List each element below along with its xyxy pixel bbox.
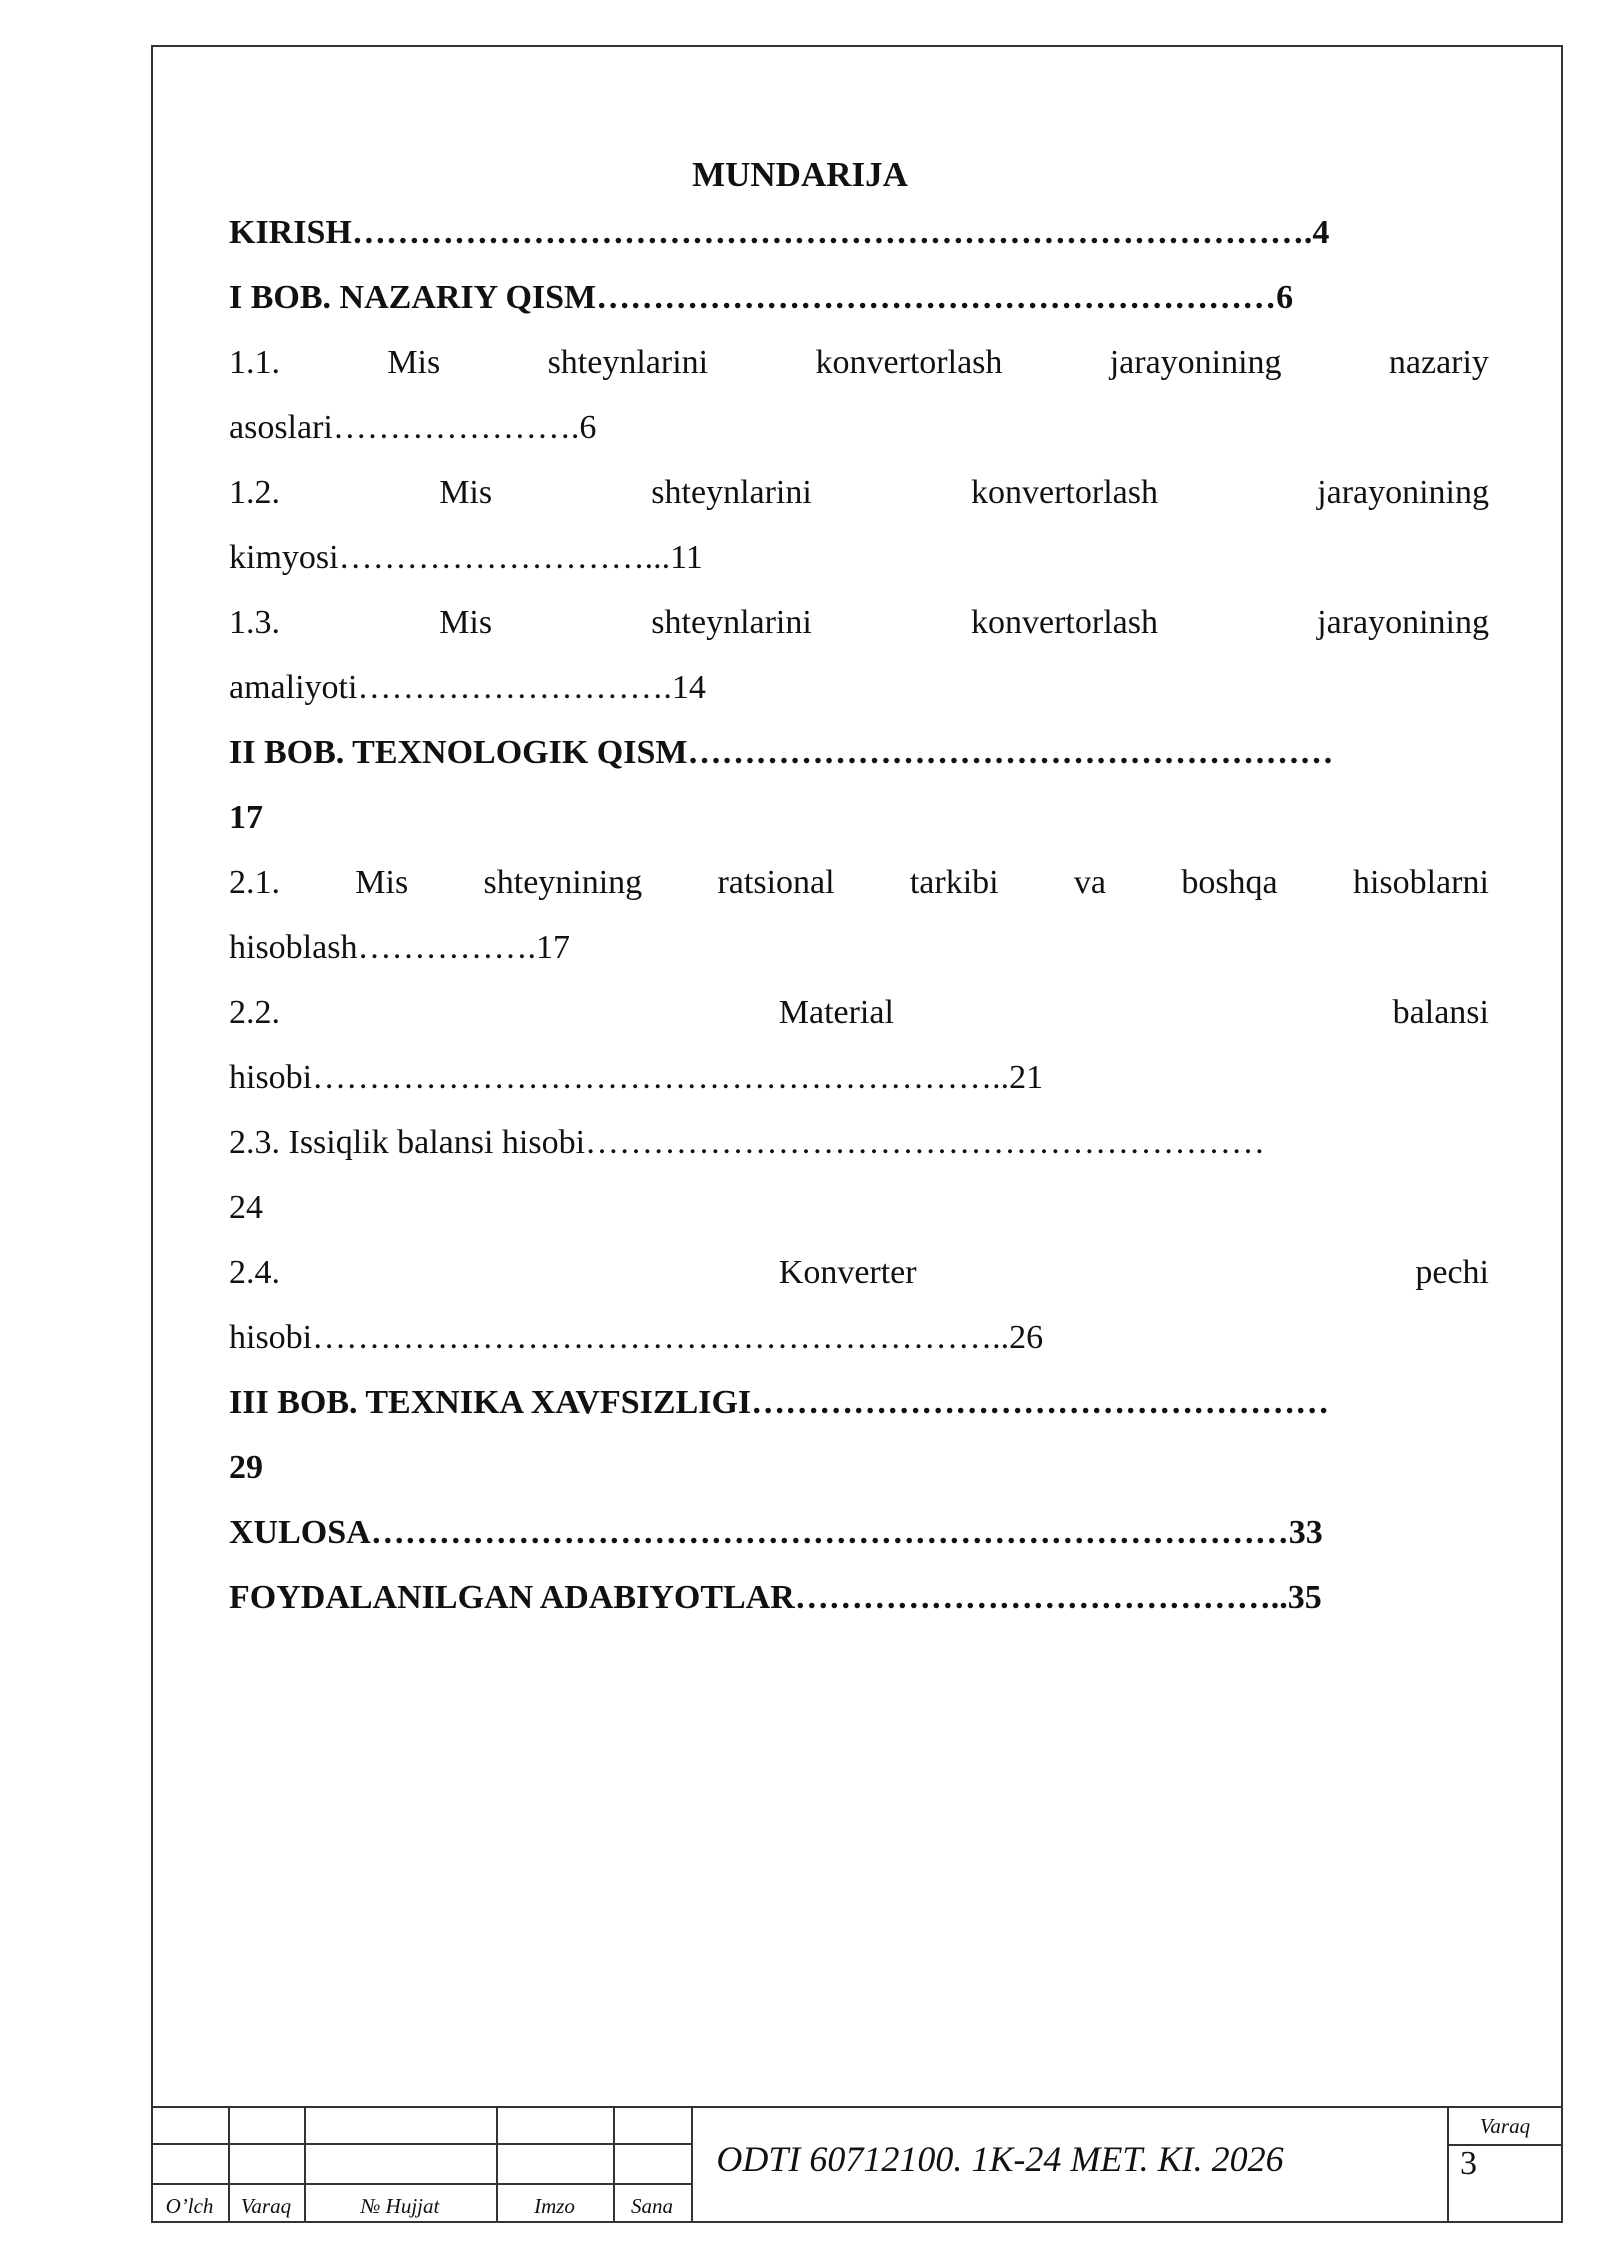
sheet-label: Varaq [1479, 2114, 1531, 2138]
toc-word: shteynlarini [547, 344, 709, 381]
toc-word: va [1073, 864, 1107, 901]
toc-word: konvertorlash [815, 344, 1003, 381]
toc-s13-line1[interactable] [229, 590, 1489, 655]
toc-word: tarkibi [909, 864, 999, 901]
toc-word: 2.4. [229, 1254, 280, 1291]
toc-s21-line1[interactable] [229, 850, 1489, 915]
toc-word: shteynlarini [651, 474, 812, 511]
toc-s22-line1[interactable] [229, 980, 1489, 1045]
toc-bob2-page: 17 [229, 799, 263, 836]
toc-word: jarayonining [1317, 474, 1489, 511]
toc-word: hisoblarni [1352, 864, 1489, 901]
toc-word: jarayonining [1109, 344, 1282, 381]
toc-word: shteynlarini [651, 604, 812, 641]
toc-s13-line2[interactable]: amaliyoti……………………….14 [229, 669, 706, 706]
toc-word: jarayonining [1317, 604, 1489, 641]
toc-word: nazariy [1388, 344, 1489, 381]
toc-s12-line2[interactable]: kimyosi………………………...11 [229, 539, 703, 576]
toc-bob3[interactable]: III BOB. TEXNIKA XAVFSIZLIGI…………………………………………… [229, 1384, 1330, 1421]
page-title: MUNDARIJA [692, 155, 908, 194]
toc-word: Material [778, 994, 894, 1031]
toc-word: Mis [439, 604, 493, 641]
toc-word: konvertorlash [971, 604, 1158, 641]
col-imzo: Imzo [534, 2194, 575, 2218]
toc-word: 2.2. [229, 994, 280, 1031]
toc-word: balansi [1392, 994, 1489, 1031]
col-sana: Sana [631, 2194, 673, 2218]
toc-xulosa[interactable]: XULOSA………………………………………………………………………33 [229, 1514, 1323, 1551]
toc-bob3-page: 29 [229, 1449, 263, 1486]
toc-word: pechi [1415, 1254, 1489, 1291]
col-hujjat: № Hujjat [360, 2194, 440, 2218]
toc-bob1[interactable]: I BOB. NAZARIY QISM……………………………………………………6 [229, 279, 1294, 316]
toc-s11-line2[interactable]: asoslari………………….6 [229, 409, 597, 446]
document-code: ODTI 60712100. 1K-24 MET. KI. 2026 [716, 2139, 1284, 2179]
page-number: 3 [1460, 2145, 1477, 2182]
toc-word: boshqa [1181, 864, 1278, 901]
toc-word: 1.3. [229, 604, 280, 641]
toc-s24-line2[interactable]: hisobi……………………………………………………..26 [229, 1319, 1044, 1356]
toc-s24-line1[interactable] [229, 1240, 1489, 1305]
toc-word: ratsional [717, 864, 835, 901]
toc-word: konvertorlash [971, 474, 1158, 511]
toc-s11-line1[interactable] [229, 330, 1489, 395]
col-olch: O’lch [165, 2194, 214, 2218]
toc-word: Mis [387, 344, 441, 381]
col-varaq: Varaq [240, 2194, 292, 2218]
toc-word: Mis [439, 474, 493, 511]
toc-s12-line1[interactable] [229, 460, 1489, 525]
toc-adabiyot[interactable]: FOYDALANILGAN ADABIYOTLAR……………………………………..35 [229, 1579, 1322, 1616]
toc-word: Mis [355, 864, 409, 901]
toc-word: 1.2. [229, 474, 280, 511]
toc-kirish[interactable]: KIRISH………………………………………………………………………….4 [229, 214, 1330, 251]
toc-word: 2.1. [229, 864, 280, 901]
toc-bob2[interactable]: II BOB. TEXNOLOGIK QISM………………………………………………… [229, 734, 1334, 771]
toc-word: shteynining [483, 864, 643, 901]
toc-word: 1.1. [229, 344, 280, 381]
table-of-contents [229, 200, 1489, 1630]
toc-s22-line2[interactable]: hisobi……………………………………………………..21 [229, 1059, 1044, 1096]
toc-s21-line2[interactable]: hisoblash…………….17 [229, 929, 570, 966]
toc-word: Konverter [778, 1254, 917, 1291]
toc-s23-page: 24 [229, 1189, 263, 1226]
toc-s23[interactable]: 2.3. Issiqlik balansi hisobi…………………………………………………… [229, 1124, 1266, 1161]
